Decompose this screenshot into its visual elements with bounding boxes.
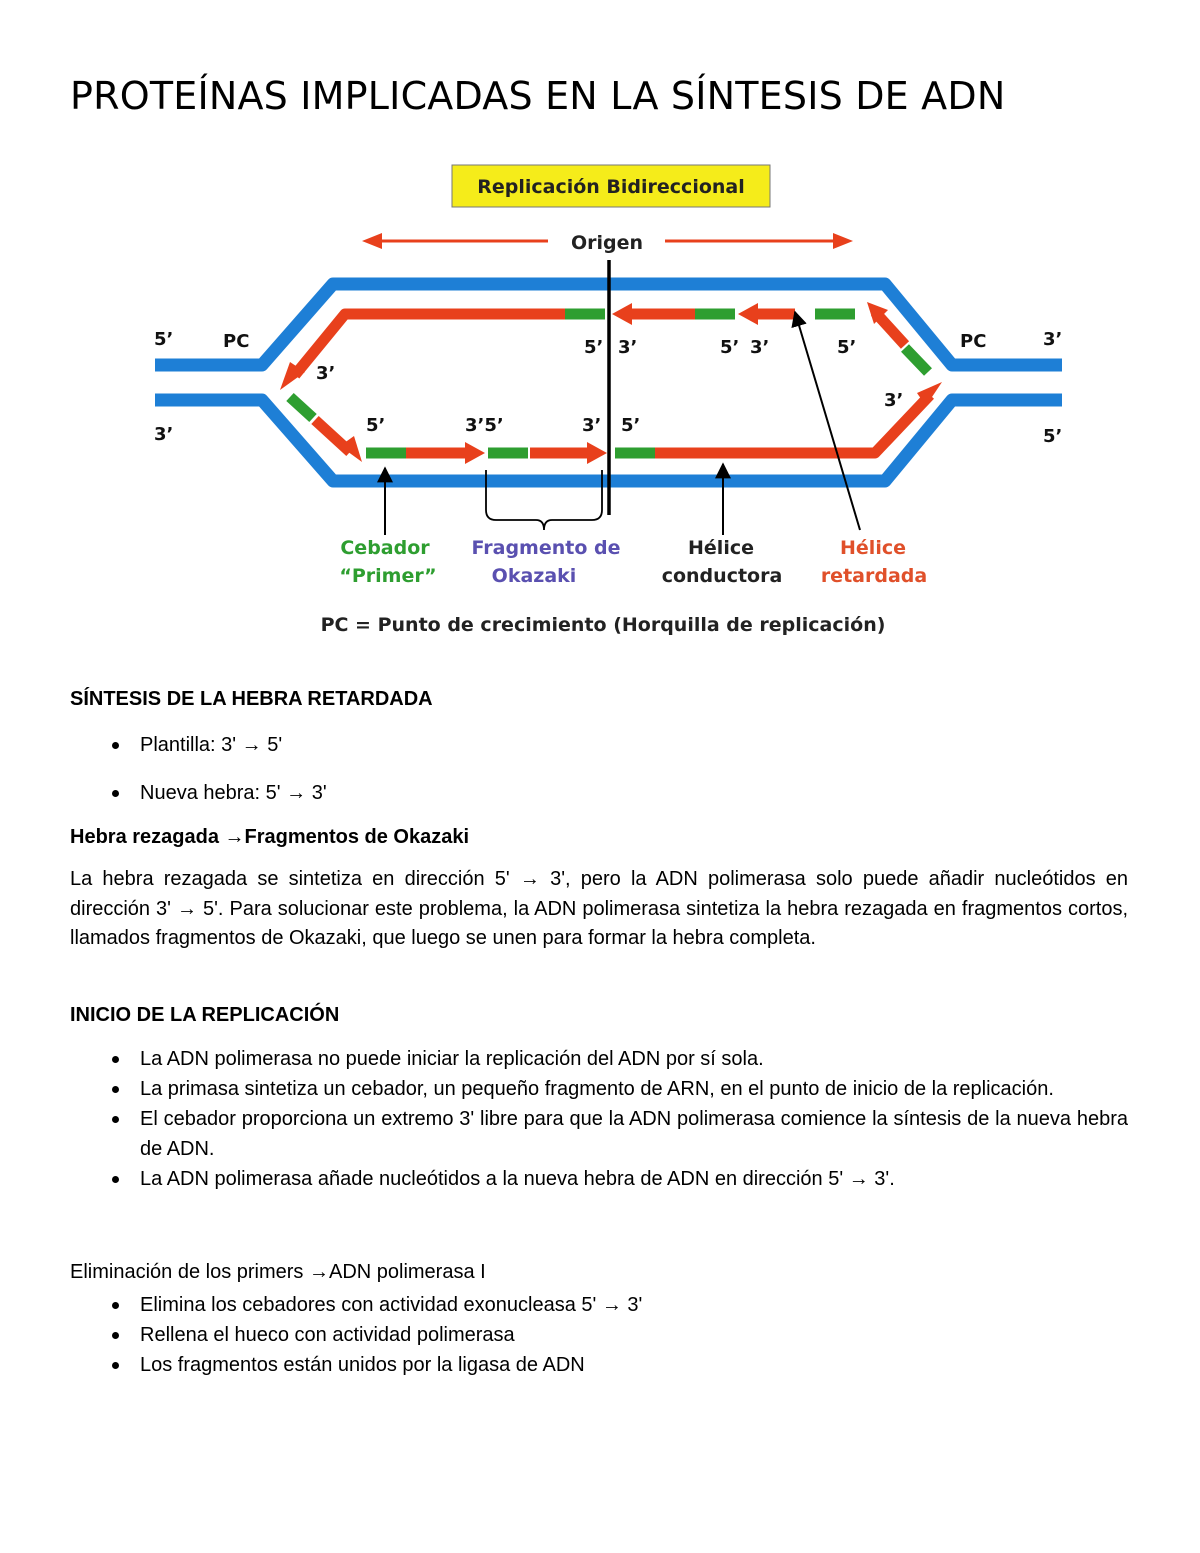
- label-left-3prime: 3’: [316, 363, 336, 384]
- label-top-e: 5’: [837, 337, 857, 358]
- label-leading-2: conductora: [661, 565, 783, 587]
- section-heading: INICIO DE LA REPLICACIÓN: [70, 1004, 340, 1026]
- bullet-list: [70, 1290, 1128, 1380]
- list-item: Plantilla: 3' → 5': [70, 730, 1128, 760]
- label-top-d: 3’: [750, 337, 770, 358]
- origin-label: Origen: [570, 232, 644, 254]
- list-item: La ADN polimerasa añade nucleótidos a la nueva hebra de ADN en dirección 5' → 3'.: [70, 1164, 1128, 1194]
- arrowhead-top-origin: [612, 303, 632, 325]
- section-okazaki: [70, 826, 1128, 954]
- section-heading: SÍNTESIS DE LA HEBRA RETARDADA: [70, 688, 433, 710]
- section-heading: Hebra rezagada →Fragmentos de Okazaki: [70, 826, 470, 848]
- label-fork-right: PC: [960, 331, 987, 352]
- label-bottom-d: 5’: [621, 415, 641, 436]
- list-item: La primasa sintetiza un cebador, un pequeño fragmento de ARN, en el punto de inicio de la replicación.: [70, 1074, 1128, 1104]
- page-title: PROTEÍNAS IMPLICADAS EN LA SÍNTESIS DE ADN: [70, 74, 1006, 118]
- bullet-list: [70, 730, 1128, 808]
- list-item: Los fragmentos están unidos por la ligasa de ADN: [70, 1350, 1128, 1380]
- new-strands: [295, 312, 930, 453]
- lagging-left-strand: [295, 314, 565, 375]
- label-fork-left: PC: [223, 331, 250, 352]
- primer-right-diag: [905, 348, 928, 372]
- label-end-top-right: 3’: [1043, 329, 1063, 350]
- label-top-c: 5’: [720, 337, 740, 358]
- list-item: El cebador proporciona un extremo 3' libre para que la ADN polimerasa comience la síntesis de la nueva hebra de ADN.: [70, 1104, 1128, 1164]
- paragraph: La hebra rezagada se sintetiza en dirección 5' → 3', pero la ADN polimerasa solo puede añadir nucleótidos en dirección 3' → 5'. Para solucionar este problema, la ADN polimerasa sintetiza la hebra rezagada en fragmentos cortos, llamados fragmentos de Okazaki, que luego se unen para formar la hebra completa.: [70, 868, 1128, 949]
- list-item: Nueva hebra: 5' → 3': [70, 778, 1128, 808]
- section-lagging-synthesis: [70, 688, 1128, 808]
- origin-arrowhead-right: [833, 233, 853, 249]
- label-right-3prime: 3’: [884, 390, 904, 411]
- new-strand-arrowheads: [280, 302, 942, 464]
- bullet-list: [70, 1044, 1128, 1194]
- label-bottom-a: 5’: [366, 415, 386, 436]
- replication-diagram-svg: [140, 150, 1095, 642]
- banner-text: Replicación Bidireccional: [477, 176, 745, 198]
- arrowhead-top-frag: [738, 303, 758, 325]
- label-lagging-2: retardada: [820, 565, 928, 587]
- section-primer-removal: [70, 1258, 1128, 1380]
- label-end-bottom-right: 5’: [1043, 426, 1063, 447]
- arrowhead-bottom-frag-1: [465, 442, 485, 464]
- label-top-a: 5’: [584, 337, 604, 358]
- list-item: La ADN polimerasa no puede iniciar la replicación del ADN por sí sola.: [70, 1044, 1128, 1074]
- primer-left-diag: [290, 397, 313, 418]
- origin-arrowhead-left: [362, 233, 382, 249]
- figure-caption: PC = Punto de crecimiento (Horquilla de replicación): [320, 614, 886, 636]
- list-item: Elimina los cebadores con actividad exonucleasa 5' → 3': [70, 1290, 1128, 1320]
- label-okazaki-2: Okazaki: [491, 565, 577, 587]
- label-primer-2: “Primer”: [339, 565, 437, 587]
- label-bottom-c: 3’: [582, 415, 602, 436]
- arrowhead-bottom-frag-2: [587, 442, 607, 464]
- label-primer-1: Cebador: [340, 537, 430, 559]
- section-replication-start: [70, 1004, 1128, 1194]
- section-heading: Eliminación de los primers →ADN polimerasa I: [70, 1261, 486, 1283]
- label-lagging-1: Hélice: [840, 537, 906, 559]
- label-top-b: 3’: [618, 337, 638, 358]
- label-bottom-b: 3’5’: [465, 415, 504, 436]
- label-end-bottom-left: 3’: [154, 424, 174, 445]
- label-end-top-left: 5’: [154, 329, 174, 350]
- label-okazaki-1: Fragmento de: [471, 537, 621, 559]
- replication-diagram: [140, 150, 1095, 642]
- label-leading-1: Hélice: [688, 537, 754, 559]
- list-item: Rellena el hueco con actividad polimerasa: [70, 1320, 1128, 1350]
